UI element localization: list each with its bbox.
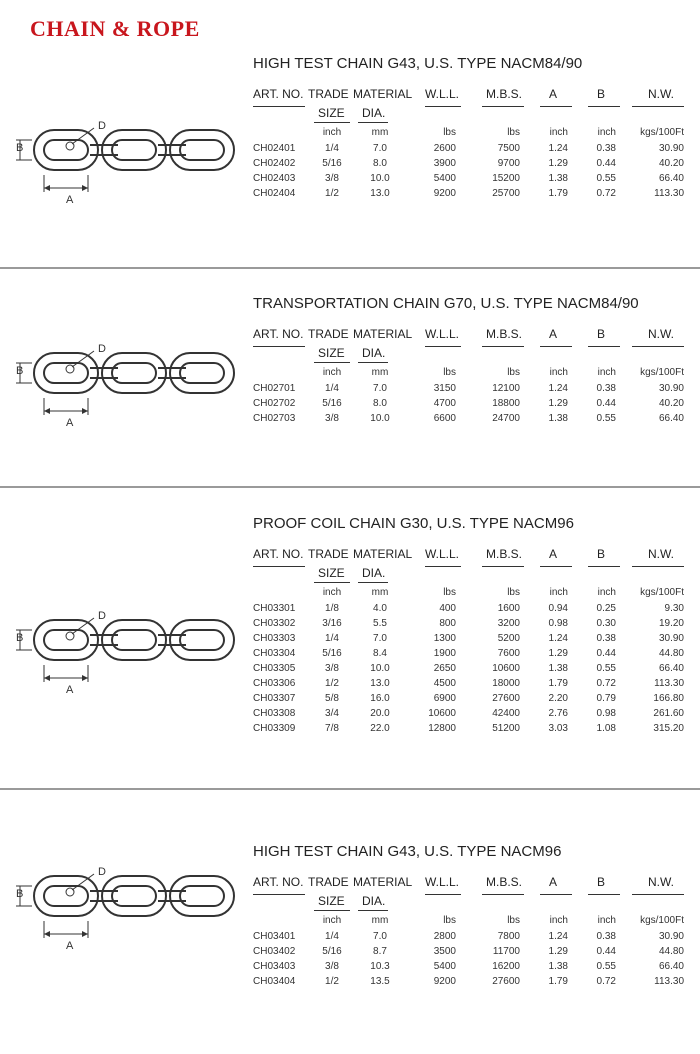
cell-art-no: CH03308 xyxy=(253,708,296,719)
chain-link-diagram xyxy=(14,343,244,433)
header-a: A xyxy=(549,547,558,561)
cell-a: 1.24 xyxy=(548,931,568,942)
cell-a: 1.29 xyxy=(548,946,568,957)
cell-size: 3/16 xyxy=(322,618,342,629)
cell-size: 3/8 xyxy=(325,961,339,972)
cell-a: 2.76 xyxy=(548,708,568,719)
unit-a: inch xyxy=(549,915,568,926)
unit-mbs: lbs xyxy=(507,915,520,926)
header-underline xyxy=(482,106,524,107)
chain-link-inner xyxy=(112,630,156,650)
cell-dia: 20.0 xyxy=(370,708,390,719)
header-underline xyxy=(632,894,684,895)
cell-b: 0.55 xyxy=(596,173,616,184)
cell-b: 0.44 xyxy=(596,648,616,659)
unit-b: inch xyxy=(597,587,616,598)
unit-wll: lbs xyxy=(443,587,456,598)
header-b: B xyxy=(597,875,606,889)
header-underline xyxy=(482,894,524,895)
cell-nw: 113.30 xyxy=(654,678,684,689)
unit-dia: mm xyxy=(371,367,389,378)
cell-wll: 12800 xyxy=(428,723,456,734)
unit-mbs: lbs xyxy=(507,587,520,598)
cell-b: 0.55 xyxy=(596,663,616,674)
cell-wll: 10600 xyxy=(428,708,456,719)
header-underline xyxy=(425,894,461,895)
header-material: MATERIAL xyxy=(353,327,413,341)
header-wll: W.L.L. xyxy=(425,875,460,889)
cell-a: 1.38 xyxy=(548,663,568,674)
cell-nw: 44.80 xyxy=(658,946,684,957)
cell-mbs: 10600 xyxy=(492,663,520,674)
cell-wll: 6600 xyxy=(433,413,456,424)
header-a: A xyxy=(549,87,558,101)
cell-art-no: CH02703 xyxy=(253,413,296,424)
header-underline xyxy=(482,566,524,567)
unit-b: inch xyxy=(597,127,616,138)
cell-dia: 8.0 xyxy=(373,158,387,169)
cell-art-no: CH03302 xyxy=(253,618,296,629)
header-size: SIZE xyxy=(318,894,345,908)
header-underline xyxy=(358,582,388,583)
unit-size: inch xyxy=(322,367,342,378)
cell-dia: 7.0 xyxy=(373,931,387,942)
cell-a: 1.79 xyxy=(548,188,568,199)
cell-wll: 2650 xyxy=(433,663,456,674)
cell-nw: 40.20 xyxy=(658,158,684,169)
header-underline xyxy=(358,362,388,363)
cell-art-no: CH03403 xyxy=(253,961,296,972)
header-underline xyxy=(314,582,350,583)
cell-mbs: 42400 xyxy=(492,708,520,719)
cell-wll: 2600 xyxy=(433,143,456,154)
cell-b: 0.98 xyxy=(596,708,616,719)
cell-art-no: CH02701 xyxy=(253,383,296,394)
chain-link-diagram xyxy=(14,610,244,700)
cell-wll: 6900 xyxy=(433,693,456,704)
cell-b: 0.25 xyxy=(596,603,616,614)
cell-dia: 10.0 xyxy=(370,413,390,424)
header-underline xyxy=(253,894,305,895)
header-nw: N.W. xyxy=(648,327,674,341)
unit-wll: lbs xyxy=(443,367,456,378)
cell-mbs: 7800 xyxy=(497,931,520,942)
header-trade: TRADE xyxy=(308,327,349,341)
cell-b: 0.30 xyxy=(596,618,616,629)
unit-size: inch xyxy=(322,587,342,598)
unit-nw: kgs/100Ft xyxy=(640,915,684,926)
section-divider xyxy=(0,267,700,269)
cell-wll: 9200 xyxy=(433,976,456,987)
cell-dia: 16.0 xyxy=(370,693,390,704)
cell-dia: 10.3 xyxy=(370,961,390,972)
header-a: A xyxy=(549,327,558,341)
header-underline xyxy=(588,894,620,895)
header-underline xyxy=(588,566,620,567)
cell-art-no: CH03401 xyxy=(253,931,296,942)
cell-a: 1.24 xyxy=(548,633,568,644)
header-b: B xyxy=(597,327,606,341)
cell-nw: 30.90 xyxy=(658,931,684,942)
cell-b: 0.79 xyxy=(596,693,616,704)
cell-b: 0.44 xyxy=(596,946,616,957)
header-trade: TRADE xyxy=(308,875,349,889)
cell-a: 1.38 xyxy=(548,961,568,972)
cell-size: 1/2 xyxy=(325,976,339,987)
header-underline xyxy=(632,106,684,107)
cell-a: 1.38 xyxy=(548,173,568,184)
cell-nw: 30.90 xyxy=(658,633,684,644)
unit-a: inch xyxy=(549,587,568,598)
cell-b: 0.44 xyxy=(596,398,616,409)
header-nw: N.W. xyxy=(648,547,674,561)
header-material: MATERIAL xyxy=(353,87,413,101)
unit-nw: kgs/100Ft xyxy=(640,587,684,598)
cell-mbs: 7600 xyxy=(497,648,520,659)
header-b: B xyxy=(597,547,606,561)
header-nw: N.W. xyxy=(648,87,674,101)
cell-size: 5/16 xyxy=(322,398,342,409)
cell-art-no: CH03306 xyxy=(253,678,296,689)
cell-mbs: 9700 xyxy=(497,158,520,169)
cell-art-no: CH03307 xyxy=(253,693,296,704)
chain-link-inner xyxy=(180,886,224,906)
cell-nw: 261.60 xyxy=(653,708,684,719)
cell-b: 1.08 xyxy=(596,723,616,734)
header-underline xyxy=(253,346,305,347)
cell-wll: 400 xyxy=(439,603,456,614)
header-b: B xyxy=(597,87,606,101)
unit-size: inch xyxy=(322,915,342,926)
cell-b: 0.55 xyxy=(596,413,616,424)
cell-mbs: 3200 xyxy=(497,618,520,629)
cell-dia: 7.0 xyxy=(373,143,387,154)
cell-art-no: CH03301 xyxy=(253,603,296,614)
diagram-label-b: B xyxy=(16,888,24,900)
chain-link-inner xyxy=(180,630,224,650)
chain-link-inner xyxy=(44,630,88,650)
header-dia: DIA. xyxy=(362,346,386,360)
cell-a: 2.20 xyxy=(548,693,568,704)
unit-a: inch xyxy=(549,367,568,378)
header-wll: W.L.L. xyxy=(425,547,460,561)
cell-art-no: CH02702 xyxy=(253,398,296,409)
cell-dia: 8.0 xyxy=(373,398,387,409)
unit-a: inch xyxy=(549,127,568,138)
diagram-label-d: D xyxy=(98,610,106,622)
cell-mbs: 12100 xyxy=(492,383,520,394)
header-material: MATERIAL xyxy=(353,547,413,561)
header-underline xyxy=(482,346,524,347)
cell-size: 7/8 xyxy=(325,723,339,734)
cell-mbs: 1600 xyxy=(497,603,520,614)
page-title: CHAIN & ROPE xyxy=(30,16,200,41)
cell-a: 1.79 xyxy=(548,976,568,987)
header-underline xyxy=(540,566,572,567)
cell-wll: 2800 xyxy=(433,931,456,942)
cell-b: 0.55 xyxy=(596,961,616,972)
cell-b: 0.44 xyxy=(596,158,616,169)
cell-wll: 3500 xyxy=(433,946,456,957)
cell-b: 0.72 xyxy=(596,188,616,199)
cell-a: 1.24 xyxy=(548,383,568,394)
cell-a: 0.94 xyxy=(548,603,568,614)
cell-wll: 1900 xyxy=(433,648,456,659)
header-size: SIZE xyxy=(318,106,345,120)
cell-a: 3.03 xyxy=(548,723,568,734)
header-underline xyxy=(253,106,305,107)
cell-b: 0.38 xyxy=(596,143,616,154)
cell-art-no: CH02401 xyxy=(253,143,296,154)
cell-a: 1.29 xyxy=(548,158,568,169)
chain-link-inner xyxy=(180,140,224,160)
section-divider xyxy=(0,788,700,790)
cell-mbs: 18000 xyxy=(492,678,520,689)
unit-dia: mm xyxy=(371,915,389,926)
cell-dia: 5.5 xyxy=(373,618,387,629)
cell-wll: 3900 xyxy=(433,158,456,169)
cell-size: 1/4 xyxy=(325,931,339,942)
chain-link-diagram xyxy=(14,120,244,210)
chain-link-inner xyxy=(44,886,88,906)
cell-mbs: 27600 xyxy=(492,693,520,704)
cell-nw: 30.90 xyxy=(658,383,684,394)
header-underline xyxy=(358,910,388,911)
cell-size: 1/2 xyxy=(325,678,339,689)
cell-b: 0.38 xyxy=(596,633,616,644)
cell-nw: 9.30 xyxy=(664,603,684,614)
cell-dia: 7.0 xyxy=(373,383,387,394)
cell-a: 1.38 xyxy=(548,413,568,424)
header-mbs: M.B.S. xyxy=(486,875,523,889)
cell-a: 0.98 xyxy=(548,618,568,629)
cell-dia: 7.0 xyxy=(373,633,387,644)
cell-size: 3/8 xyxy=(325,413,339,424)
cell-a: 1.24 xyxy=(548,143,568,154)
diagram-label-d: D xyxy=(98,866,106,878)
cell-nw: 166.80 xyxy=(653,693,684,704)
chain-link-inner xyxy=(112,140,156,160)
cell-art-no: CH03309 xyxy=(253,723,296,734)
section-title: TRANSPORTATION CHAIN G70, U.S. TYPE NACM84/90 xyxy=(253,295,639,312)
cell-dia: 8.4 xyxy=(373,648,387,659)
unit-b: inch xyxy=(597,367,616,378)
cell-nw: 66.40 xyxy=(658,173,684,184)
unit-mbs: lbs xyxy=(507,127,520,138)
cell-mbs: 18800 xyxy=(492,398,520,409)
cell-size: 3/4 xyxy=(325,708,339,719)
cell-wll: 1300 xyxy=(433,633,456,644)
chain-link-inner xyxy=(44,140,88,160)
cell-nw: 66.40 xyxy=(658,413,684,424)
cell-dia: 13.0 xyxy=(370,188,390,199)
cell-size: 1/2 xyxy=(325,188,339,199)
unit-nw: kgs/100Ft xyxy=(640,367,684,378)
cell-a: 1.29 xyxy=(548,398,568,409)
chain-link-diagram xyxy=(14,866,244,956)
diagram-label-a: A xyxy=(66,940,74,952)
cell-mbs: 5200 xyxy=(497,633,520,644)
header-art-no: ART. NO. xyxy=(253,87,304,101)
cell-art-no: CH03402 xyxy=(253,946,296,957)
header-underline xyxy=(632,346,684,347)
cell-art-no: CH02402 xyxy=(253,158,296,169)
cell-size: 3/8 xyxy=(325,173,339,184)
cell-size: 5/8 xyxy=(325,693,339,704)
unit-mbs: lbs xyxy=(507,367,520,378)
header-size: SIZE xyxy=(318,346,345,360)
header-underline xyxy=(425,106,461,107)
cell-size: 1/4 xyxy=(325,143,339,154)
cell-size: 5/16 xyxy=(322,158,342,169)
cell-dia: 8.7 xyxy=(373,946,387,957)
cell-nw: 113.30 xyxy=(654,976,684,987)
diagram-label-a: A xyxy=(66,417,74,429)
header-underline xyxy=(588,106,620,107)
unit-size: inch xyxy=(322,127,342,138)
header-mbs: M.B.S. xyxy=(486,327,523,341)
cell-nw: 30.90 xyxy=(658,143,684,154)
cell-size: 1/4 xyxy=(325,383,339,394)
cell-b: 0.38 xyxy=(596,383,616,394)
header-underline xyxy=(540,894,572,895)
cell-wll: 4700 xyxy=(433,398,456,409)
section-title: PROOF COIL CHAIN G30, U.S. TYPE NACM96 xyxy=(253,515,574,532)
header-underline xyxy=(253,566,305,567)
diagram-label-b: B xyxy=(16,632,24,644)
cell-dia: 10.0 xyxy=(370,663,390,674)
cell-wll: 800 xyxy=(439,618,456,629)
cell-art-no: CH02403 xyxy=(253,173,296,184)
cell-wll: 5400 xyxy=(433,173,456,184)
chain-link-inner xyxy=(112,363,156,383)
header-material: MATERIAL xyxy=(353,875,413,889)
cell-b: 0.38 xyxy=(596,931,616,942)
cell-mbs: 27600 xyxy=(492,976,520,987)
cell-size: 1/8 xyxy=(325,603,339,614)
cell-b: 0.72 xyxy=(596,678,616,689)
header-underline xyxy=(358,122,388,123)
cell-nw: 315.20 xyxy=(653,723,684,734)
cell-size: 5/16 xyxy=(322,648,342,659)
cell-a: 1.29 xyxy=(548,648,568,659)
header-art-no: ART. NO. xyxy=(253,875,304,889)
cell-nw: 66.40 xyxy=(658,663,684,674)
unit-dia: mm xyxy=(371,127,389,138)
header-underline xyxy=(314,362,350,363)
diagram-label-a: A xyxy=(66,194,74,206)
cell-wll: 5400 xyxy=(433,961,456,972)
cell-mbs: 16200 xyxy=(492,961,520,972)
header-a: A xyxy=(549,875,558,889)
unit-b: inch xyxy=(597,915,616,926)
diagram-label-d: D xyxy=(98,120,106,132)
header-dia: DIA. xyxy=(362,566,386,580)
chain-link-inner xyxy=(112,886,156,906)
diagram-label-b: B xyxy=(16,365,24,377)
chain-link-inner xyxy=(44,363,88,383)
header-underline xyxy=(632,566,684,567)
header-underline xyxy=(425,346,461,347)
chain-link-inner xyxy=(180,363,224,383)
cell-dia: 22.0 xyxy=(370,723,390,734)
cell-wll: 9200 xyxy=(433,188,456,199)
diagram-label-b: B xyxy=(16,142,24,154)
cell-dia: 4.0 xyxy=(373,603,387,614)
cell-size: 1/4 xyxy=(325,633,339,644)
cell-art-no: CH03304 xyxy=(253,648,296,659)
diagram-label-d: D xyxy=(98,343,106,355)
cell-b: 0.72 xyxy=(596,976,616,987)
cell-mbs: 25700 xyxy=(492,188,520,199)
header-underline xyxy=(314,910,350,911)
cell-mbs: 15200 xyxy=(492,173,520,184)
cell-art-no: CH03305 xyxy=(253,663,296,674)
header-art-no: ART. NO. xyxy=(253,327,304,341)
header-trade: TRADE xyxy=(308,547,349,561)
cell-art-no: CH03404 xyxy=(253,976,296,987)
header-dia: DIA. xyxy=(362,106,386,120)
cell-a: 1.79 xyxy=(548,678,568,689)
cell-wll: 4500 xyxy=(433,678,456,689)
cell-dia: 13.0 xyxy=(370,678,390,689)
header-underline xyxy=(425,566,461,567)
cell-nw: 19.20 xyxy=(658,618,684,629)
header-mbs: M.B.S. xyxy=(486,87,523,101)
cell-wll: 3150 xyxy=(433,383,456,394)
unit-wll: lbs xyxy=(443,127,456,138)
header-underline xyxy=(540,346,572,347)
cell-size: 5/16 xyxy=(322,946,342,957)
cell-nw: 66.40 xyxy=(658,961,684,972)
header-nw: N.W. xyxy=(648,875,674,889)
cell-nw: 40.20 xyxy=(658,398,684,409)
cell-nw: 44.80 xyxy=(658,648,684,659)
unit-dia: mm xyxy=(371,587,389,598)
cell-dia: 10.0 xyxy=(370,173,390,184)
unit-nw: kgs/100Ft xyxy=(640,127,684,138)
cell-art-no: CH02404 xyxy=(253,188,296,199)
cell-mbs: 7500 xyxy=(497,143,520,154)
header-mbs: M.B.S. xyxy=(486,547,523,561)
cell-nw: 113.30 xyxy=(654,188,684,199)
header-underline xyxy=(540,106,572,107)
diagram-label-a: A xyxy=(66,684,74,696)
header-size: SIZE xyxy=(318,566,345,580)
section-title: HIGH TEST CHAIN G43, U.S. TYPE NACM84/90 xyxy=(253,55,583,72)
header-wll: W.L.L. xyxy=(425,327,460,341)
cell-mbs: 24700 xyxy=(492,413,520,424)
header-wll: W.L.L. xyxy=(425,87,460,101)
section-divider xyxy=(0,486,700,488)
cell-mbs: 11700 xyxy=(492,946,520,957)
cell-size: 3/8 xyxy=(325,663,339,674)
header-underline xyxy=(314,122,350,123)
header-dia: DIA. xyxy=(362,894,386,908)
cell-mbs: 51200 xyxy=(492,723,520,734)
cell-art-no: CH03303 xyxy=(253,633,296,644)
cell-dia: 13.5 xyxy=(370,976,390,987)
header-art-no: ART. NO. xyxy=(253,547,304,561)
header-trade: TRADE xyxy=(308,87,349,101)
section-title: HIGH TEST CHAIN G43, U.S. TYPE NACM96 xyxy=(253,843,562,860)
header-underline xyxy=(588,346,620,347)
unit-wll: lbs xyxy=(443,915,456,926)
